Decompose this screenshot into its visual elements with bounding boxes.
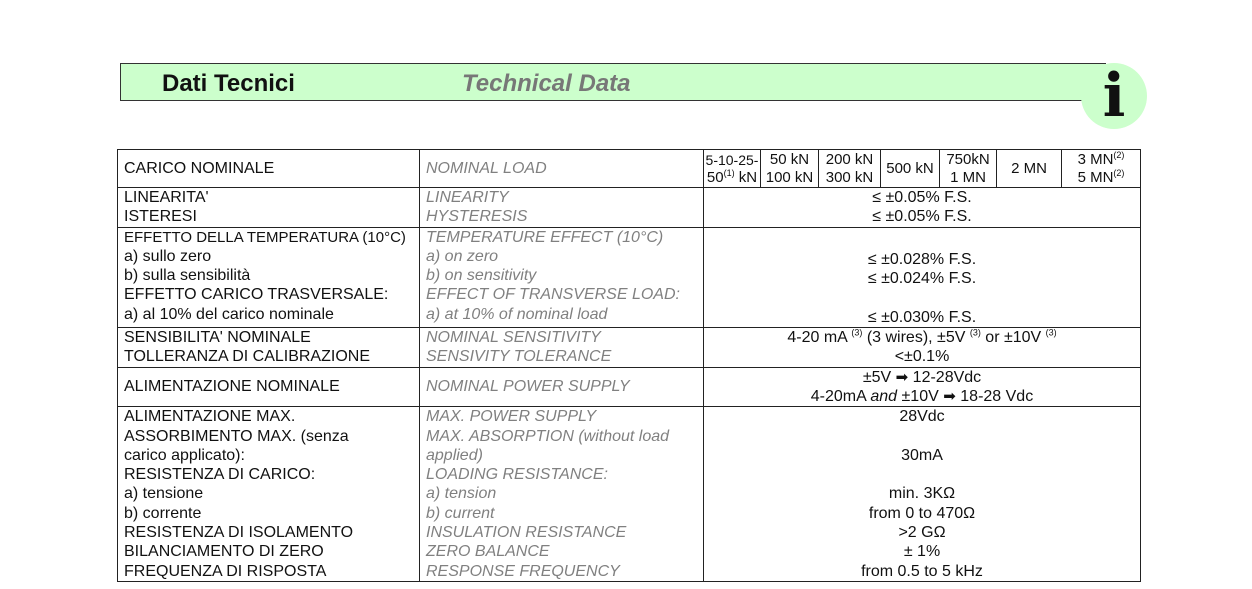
table-row-max-specs [118,407,1141,582]
label-it-power-supply: ALIMENTAZIONE NOMINALE [118,367,420,407]
label-it-cell [118,227,420,327]
label-en: a) at 10% of nominal load [426,305,608,323]
spec-value: ≤ ±0.05% F.S. [872,208,972,226]
label-en: a) tension [426,485,497,503]
label-en: TEMPERATURE EFFECT (10°C) [426,228,664,246]
capacity-cell [881,150,940,188]
label-it: b) sulla sensibilità [124,267,251,285]
label-it: a) tensione [124,485,204,503]
spec-value: or ±10V [980,329,1046,347]
footnote-mark: (2) [1113,167,1125,178]
value-cell [704,328,1141,368]
label-en: a) on zero [426,247,499,265]
label-it: ASSORBIMENTO MAX. (senza [124,427,349,445]
capacity-cell [1062,150,1141,188]
spec-value: min. 3KΩ [888,485,956,503]
spec-value: <±0.1% [894,348,950,366]
spec-value: 30mA [901,446,943,464]
spec-value: 4-20 mA [787,329,852,347]
spec-value: ≤ ±0.028% F.S. [867,250,977,268]
label-en: b) on sensitivity [426,267,537,285]
label-it: EFFETTO CARICO TRASVERSALE: [124,286,389,304]
label-en: LINEARITY [426,189,509,206]
capacity-cell [819,150,881,188]
label-en: applied) [426,446,483,464]
table-row-power-supply [118,367,1141,407]
spec-value: ± 1% [903,543,941,561]
label-it: b) corrente [124,504,202,522]
capacity-line: 500 kN [886,159,934,177]
capacity-cell [997,150,1062,188]
label-it: TOLLERANZA DI CALIBRAZIONE [124,348,370,366]
capacity-line: 5 MN [1077,168,1114,186]
label-it-nominal-load: CARICO NOMINALE [118,150,420,188]
capacity-cell [761,150,819,188]
value-cell [704,188,1141,228]
technical-data-table [117,149,1141,582]
spec-value: 28Vdc [899,408,945,426]
label-en: RESPONSE FREQUENCY [426,562,620,580]
label-en: MAX. POWER SUPPLY [426,408,597,426]
spec-value: ±10V [897,387,939,405]
capacity-line: 2 MN [1011,159,1047,177]
label-it-cell [118,407,420,582]
capacity-line: 100 kN [765,168,814,186]
label-en: HYSTERESIS [426,208,528,226]
section-title-italian: Dati Tecnici [162,70,295,97]
capacity-line: 50 [706,168,724,186]
label-en: INSULATION RESISTANCE [426,524,627,542]
label-en-cell [420,328,704,368]
label-it: RESISTENZA DI CARICO: [124,466,316,484]
label-it: EFFETTO DELLA TEMPERATURA (10°C) [124,228,406,246]
spec-value: ≤ ±0.030% F.S. [867,308,977,326]
spec-value: from 0.5 to 5 kHz [861,562,983,580]
label-it: a) al 10% del carico nominale [124,305,334,323]
value-cell [704,227,1141,327]
label-en: NOMINAL SENSITIVITY [426,329,601,347]
label-it-cell [118,328,420,368]
arrow-right-icon: ➡ [895,368,909,386]
label-en: LOADING RESISTANCE: [426,466,608,484]
label-it: SENSIBILITA' NOMINALE [124,329,311,347]
capacity-unit: kN [734,168,758,186]
capacity-line: 200 kN [825,150,874,168]
label-en: SENSIVITY TOLERANCE [426,348,612,366]
label-en: b) current [426,504,495,522]
info-icon [1081,63,1147,129]
label-en-cell [420,188,704,228]
capacity-line: 5-10-25- [705,151,759,168]
label-en-nominal-load: NOMINAL LOAD [420,150,704,188]
footnote-mark: (2) [1113,149,1125,160]
spec-value: ≤ ±0.05% F.S. [872,189,972,206]
capacity-line: 3 MN [1077,150,1114,168]
label-it: RESISTENZA DI ISOLAMENTO [124,524,354,542]
table-row-linearity [118,188,1141,228]
label-en-power-supply: NOMINAL POWER SUPPLY [420,367,704,407]
label-en-cell [420,407,704,582]
spec-value: ±5V [862,368,892,386]
capacity-line: 50 kN [769,150,810,168]
info-icon-glyph: i [1102,61,1126,131]
label-en-cell [420,227,704,327]
label-en: EFFECT OF TRANSVERSE LOAD: [426,286,680,304]
spec-value-conjunction: and [870,387,898,405]
label-it: ALIMENTAZIONE MAX. [124,408,296,426]
capacity-line: 1 MN [950,168,986,186]
section-header-bar [120,63,1106,101]
label-it: LINEARITA' [124,189,209,206]
table-row-nominal-load [118,150,1141,188]
spec-value: ≤ ±0.024% F.S. [867,270,977,288]
capacity-line: 750kN [946,150,990,168]
label-it: carico applicato): [124,446,245,464]
table-row-temperature [118,227,1141,327]
footnote-mark: (1) [723,167,735,178]
section-title-english: Technical Data [462,70,631,97]
spec-value: >2 GΩ [898,524,946,542]
capacity-cell [940,150,997,188]
label-it: a) sullo zero [124,247,212,265]
value-cell [704,407,1141,582]
capacity-cell [704,150,761,188]
label-it: ISTERESI [124,208,197,226]
capacity-line: 300 kN [825,168,874,186]
label-it: BILANCIAMENTO DI ZERO [124,543,324,561]
spec-value: 4-20mA [810,387,871,405]
arrow-right-icon: ➡ [943,387,956,405]
footnote-mark: (3) [969,327,981,338]
label-en: ZERO BALANCE [426,543,550,561]
table-row-sensitivity [118,328,1141,368]
value-cell [704,367,1141,407]
footnote-mark: (3) [1045,327,1057,338]
label-it-cell [118,188,420,228]
label-en: MAX. ABSORPTION (without load [426,427,670,445]
spec-value: (3 wires), ±5V [862,329,970,347]
spec-value: 18-28 Vdc [960,387,1034,405]
spec-value: 12-28Vdc [912,368,982,386]
spec-value: from 0 to 470Ω [868,504,976,522]
footnote-mark: (3) [851,327,863,338]
label-it: FREQUENZA DI RISPOSTA [124,562,327,580]
